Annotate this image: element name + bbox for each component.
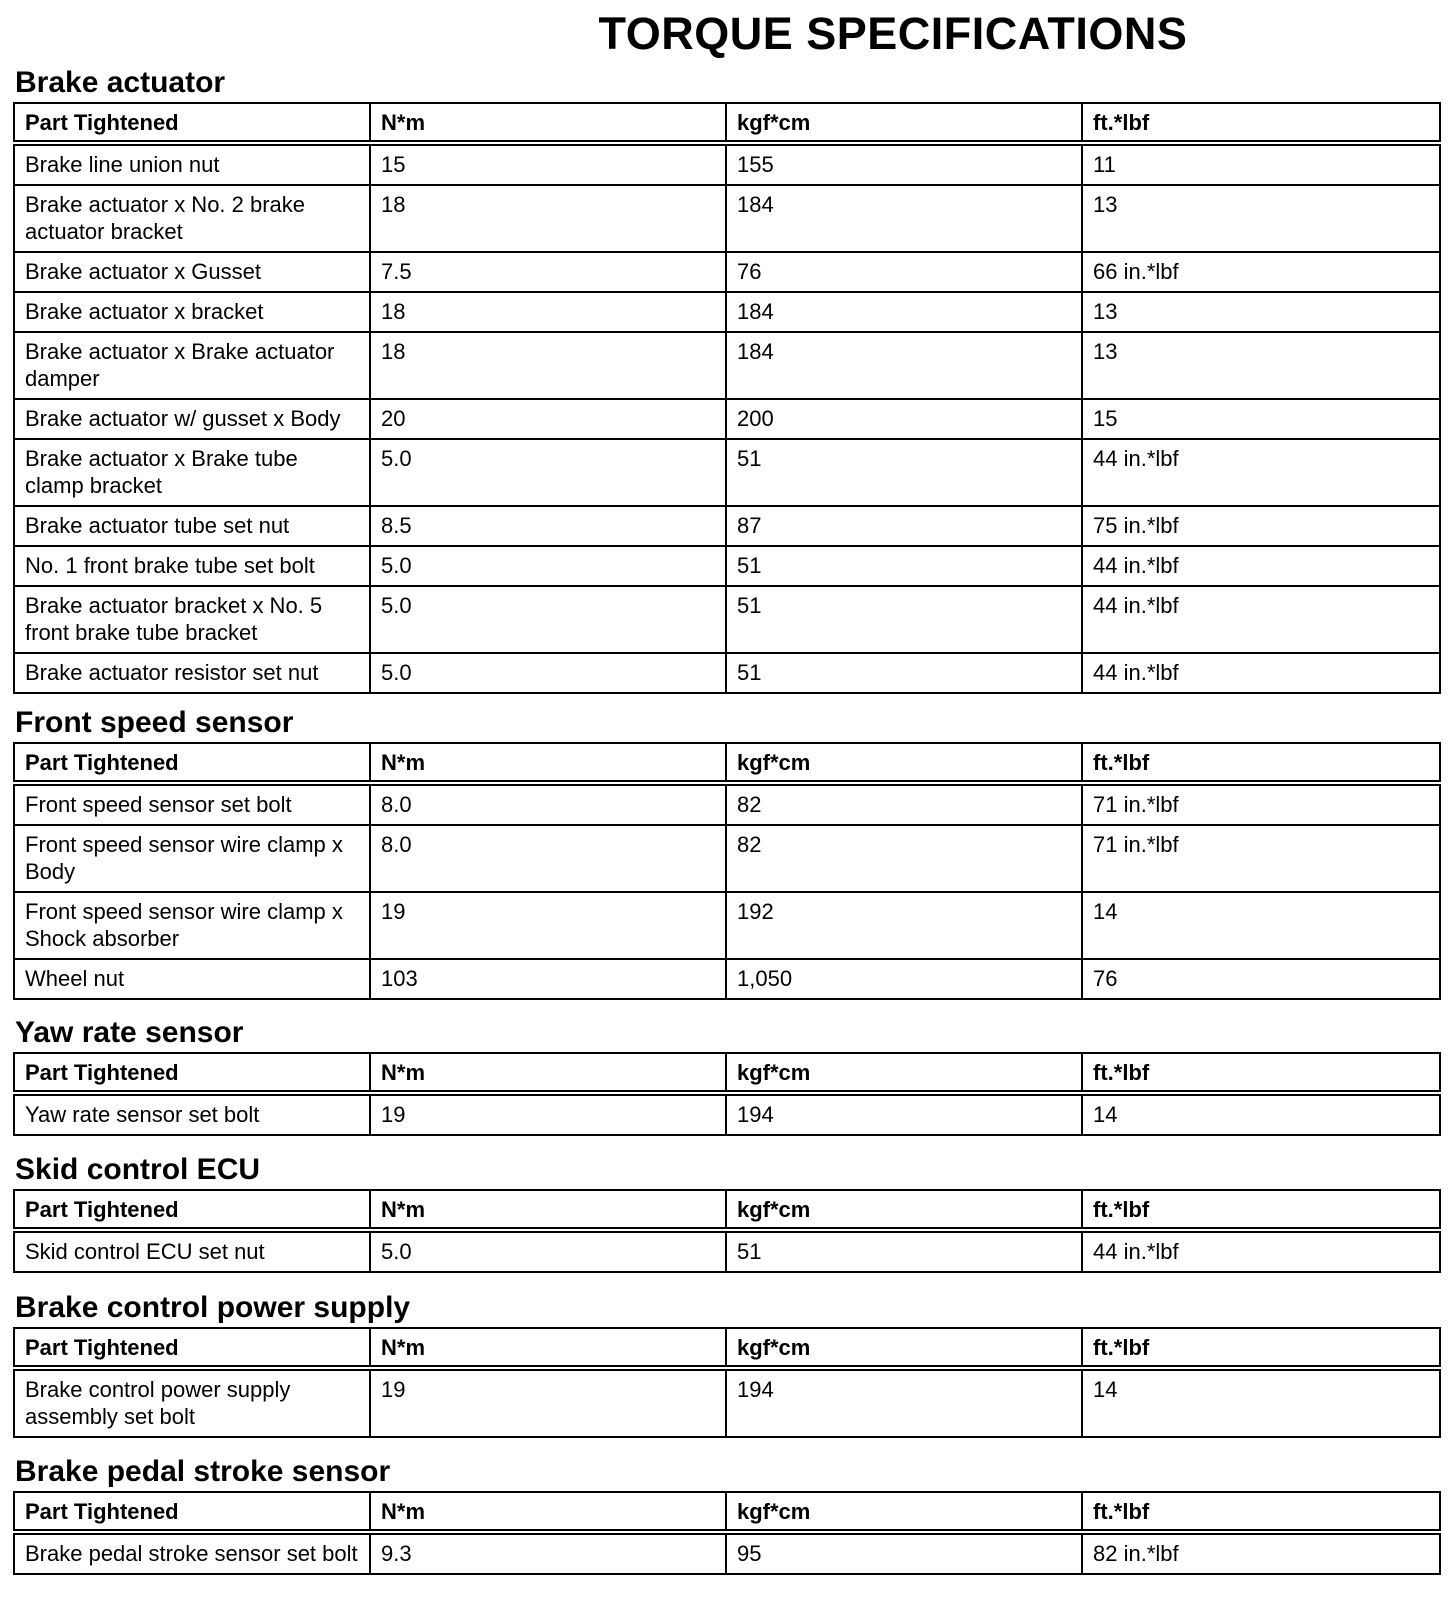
cell-nm: 18	[370, 185, 726, 252]
cell-ftlbf: 44 in.*lbf	[1082, 586, 1440, 653]
torque-table-brake-control-power-supply	[13, 1327, 1441, 1438]
cell-nm: 20	[370, 399, 726, 439]
table-row	[14, 783, 1440, 825]
cell-kgfcm: 82	[726, 825, 1082, 892]
table-row	[14, 1230, 1440, 1272]
section-title: Front speed sensor	[15, 706, 294, 739]
table-row	[14, 399, 1440, 439]
header-kgfcm: kgf*cm	[726, 1328, 1082, 1368]
cell-kgfcm: 51	[726, 1230, 1082, 1272]
cell-ftlbf: 71 in.*lbf	[1082, 783, 1440, 825]
cell-kgfcm: 184	[726, 332, 1082, 399]
header-ftlbf: ft.*lbf	[1082, 1328, 1440, 1368]
section-skid-control-ecu	[13, 1153, 1439, 1273]
cell-nm: 8.5	[370, 506, 726, 546]
cell-part: Brake line union nut	[14, 143, 370, 185]
cell-part: Brake actuator bracket x No. 5 front brake tube bracket	[14, 586, 370, 653]
torque-table-brake-pedal-stroke-sensor	[13, 1491, 1441, 1575]
cell-nm: 15	[370, 143, 726, 185]
cell-kgfcm: 82	[726, 783, 1082, 825]
cell-kgfcm: 1,050	[726, 959, 1082, 999]
torque-table-front-speed-sensor	[13, 742, 1441, 1000]
cell-kgfcm: 76	[726, 252, 1082, 292]
cell-nm: 5.0	[370, 586, 726, 653]
header-part-tightened: Part Tightened	[14, 1053, 370, 1093]
section-brake-actuator	[13, 66, 1439, 694]
section-brake-control-power-supply	[13, 1291, 1439, 1438]
table-row	[14, 292, 1440, 332]
table-row	[14, 1532, 1440, 1574]
header-nm: N*m	[370, 1053, 726, 1093]
cell-ftlbf: 66 in.*lbf	[1082, 252, 1440, 292]
cell-ftlbf: 44 in.*lbf	[1082, 546, 1440, 586]
cell-part: Brake control power supply assembly set bolt	[14, 1368, 370, 1437]
cell-nm: 9.3	[370, 1532, 726, 1574]
cell-nm: 19	[370, 1368, 726, 1437]
cell-kgfcm: 184	[726, 185, 1082, 252]
cell-nm: 5.0	[370, 653, 726, 693]
cell-part: Brake actuator x Brake tube clamp bracket	[14, 439, 370, 506]
header-kgfcm: kgf*cm	[726, 103, 1082, 143]
header-kgfcm: kgf*cm	[726, 1190, 1082, 1230]
cell-part: Front speed sensor set bolt	[14, 783, 370, 825]
cell-ftlbf: 76	[1082, 959, 1440, 999]
cell-part: Brake pedal stroke sensor set bolt	[14, 1532, 370, 1574]
cell-part: Brake actuator x No. 2 brake actuator bracket	[14, 185, 370, 252]
table-row	[14, 332, 1440, 399]
table-row	[14, 825, 1440, 892]
header-nm: N*m	[370, 103, 726, 143]
cell-kgfcm: 194	[726, 1368, 1082, 1437]
table-header-row	[14, 743, 1440, 783]
section-yaw-rate-sensor	[13, 1016, 1439, 1136]
cell-kgfcm: 51	[726, 439, 1082, 506]
table-header-row	[14, 1492, 1440, 1532]
cell-nm: 18	[370, 332, 726, 399]
cell-ftlbf: 14	[1082, 1368, 1440, 1437]
cell-nm: 103	[370, 959, 726, 999]
cell-part: Yaw rate sensor set bolt	[14, 1093, 370, 1135]
header-part-tightened: Part Tightened	[14, 1328, 370, 1368]
cell-part: Skid control ECU set nut	[14, 1230, 370, 1272]
header-ftlbf: ft.*lbf	[1082, 743, 1440, 783]
cell-kgfcm: 155	[726, 143, 1082, 185]
table-header-row	[14, 1053, 1440, 1093]
cell-ftlbf: 15	[1082, 399, 1440, 439]
cell-nm: 7.5	[370, 252, 726, 292]
section-title: Brake actuator	[15, 66, 226, 99]
cell-part: Brake actuator resistor set nut	[14, 653, 370, 693]
cell-part: Front speed sensor wire clamp x Body	[14, 825, 370, 892]
header-ftlbf: ft.*lbf	[1082, 1492, 1440, 1532]
cell-kgfcm: 200	[726, 399, 1082, 439]
table-row	[14, 143, 1440, 185]
cell-kgfcm: 95	[726, 1532, 1082, 1574]
cell-kgfcm: 87	[726, 506, 1082, 546]
cell-nm: 8.0	[370, 783, 726, 825]
cell-part: Brake actuator x bracket	[14, 292, 370, 332]
cell-nm: 5.0	[370, 1230, 726, 1272]
header-part-tightened: Part Tightened	[14, 103, 370, 143]
section-title: Brake control power supply	[15, 1291, 411, 1324]
header-part-tightened: Part Tightened	[14, 1190, 370, 1230]
cell-nm: 19	[370, 1093, 726, 1135]
table-row	[14, 439, 1440, 506]
cell-ftlbf: 82 in.*lbf	[1082, 1532, 1440, 1574]
header-ftlbf: ft.*lbf	[1082, 1190, 1440, 1230]
torque-table-yaw-rate-sensor	[13, 1052, 1441, 1136]
header-kgfcm: kgf*cm	[726, 1492, 1082, 1532]
page-title: TORQUE SPECIFICATIONS	[598, 8, 1188, 59]
cell-kgfcm: 184	[726, 292, 1082, 332]
table-row	[14, 586, 1440, 653]
table-row	[14, 185, 1440, 252]
cell-ftlbf: 14	[1082, 1093, 1440, 1135]
header-ftlbf: ft.*lbf	[1082, 1053, 1440, 1093]
section-front-speed-sensor	[13, 706, 1439, 1000]
section-title: Yaw rate sensor	[15, 1016, 244, 1049]
cell-nm: 19	[370, 892, 726, 959]
header-part-tightened: Part Tightened	[14, 743, 370, 783]
header-kgfcm: kgf*cm	[726, 1053, 1082, 1093]
cell-ftlbf: 13	[1082, 292, 1440, 332]
cell-kgfcm: 51	[726, 586, 1082, 653]
torque-table-skid-control-ecu	[13, 1189, 1441, 1273]
table-row	[14, 959, 1440, 999]
cell-ftlbf: 44 in.*lbf	[1082, 439, 1440, 506]
table-row	[14, 1093, 1440, 1135]
cell-ftlbf: 13	[1082, 185, 1440, 252]
cell-nm: 5.0	[370, 439, 726, 506]
table-row	[14, 252, 1440, 292]
header-kgfcm: kgf*cm	[726, 743, 1082, 783]
cell-kgfcm: 51	[726, 653, 1082, 693]
cell-ftlbf: 14	[1082, 892, 1440, 959]
header-nm: N*m	[370, 1328, 726, 1368]
cell-ftlbf: 75 in.*lbf	[1082, 506, 1440, 546]
table-header-row	[14, 103, 1440, 143]
cell-nm: 5.0	[370, 546, 726, 586]
cell-kgfcm: 51	[726, 546, 1082, 586]
cell-part: Brake actuator tube set nut	[14, 506, 370, 546]
table-row	[14, 1368, 1440, 1437]
table-row	[14, 653, 1440, 693]
cell-part: Brake actuator w/ gusset x Body	[14, 399, 370, 439]
table-row	[14, 546, 1440, 586]
section-title: Skid control ECU	[15, 1153, 261, 1186]
cell-ftlbf: 44 in.*lbf	[1082, 653, 1440, 693]
cell-part: No. 1 front brake tube set bolt	[14, 546, 370, 586]
cell-ftlbf: 13	[1082, 332, 1440, 399]
cell-part: Brake actuator x Brake actuator damper	[14, 332, 370, 399]
section-title: Brake pedal stroke sensor	[15, 1455, 391, 1488]
cell-nm: 8.0	[370, 825, 726, 892]
header-nm: N*m	[370, 1492, 726, 1532]
cell-kgfcm: 194	[726, 1093, 1082, 1135]
table-header-row	[14, 1190, 1440, 1230]
cell-part: Wheel nut	[14, 959, 370, 999]
header-part-tightened: Part Tightened	[14, 1492, 370, 1532]
cell-nm: 18	[370, 292, 726, 332]
header-ftlbf: ft.*lbf	[1082, 103, 1440, 143]
cell-ftlbf: 71 in.*lbf	[1082, 825, 1440, 892]
torque-table-brake-actuator	[13, 102, 1441, 694]
cell-part: Front speed sensor wire clamp x Shock absorber	[14, 892, 370, 959]
cell-kgfcm: 192	[726, 892, 1082, 959]
table-row	[14, 892, 1440, 959]
table-row	[14, 506, 1440, 546]
cell-part: Brake actuator x Gusset	[14, 252, 370, 292]
cell-ftlbf: 44 in.*lbf	[1082, 1230, 1440, 1272]
header-nm: N*m	[370, 1190, 726, 1230]
section-brake-pedal-stroke-sensor	[13, 1455, 1439, 1575]
header-nm: N*m	[370, 743, 726, 783]
table-header-row	[14, 1328, 1440, 1368]
cell-ftlbf: 11	[1082, 143, 1440, 185]
